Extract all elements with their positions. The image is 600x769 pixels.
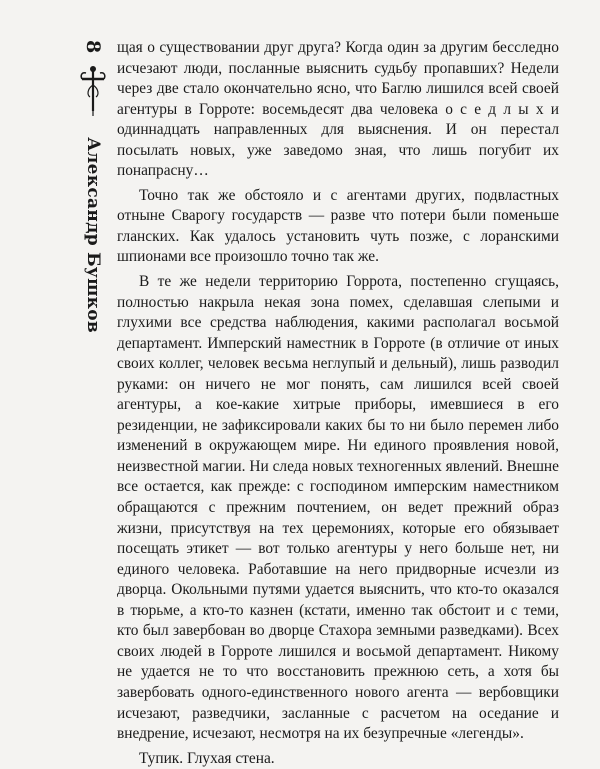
body-text	[117, 38, 559, 769]
sword-ornament-icon	[79, 65, 107, 117]
page-number: 8	[82, 40, 104, 54]
paragraph: Точно так же обстояло и с агентами других, подвластных отныне Сварогу государств — разве что потери были поменьше гланских. Как удалось установить чуть позже, с лоранскими шпионами все произошло точно так же.	[117, 186, 559, 266]
paragraph: В те же недели территорию Горрота, постепенно сгущаясь, полностью накрыла некая зона помех, сделавшая слепыми и глухими все средства наблюдения, какими располагал восьмой департамент. Имперский наместник в Горроте (в отличие от иных своих коллег, человек весьма неглупый и дельный), лишь разводил руками: он ничего не мог понять, сам лишился всей своей агентуры, а кое-какие хитрые приборы, имевшиеся в его резиденции, не зафиксировали каких бы то ни было перемен либо изменений в окружающем мире. Ни единого проявления новой, неизвестной магии. Ни следа новых техногенных явлений. Внешне все остается, как прежде: с господином имперским наместником обращаются с прежним почтением, он ведет прежний образ жизни, присутствуя на тех церемониях, которые его обязывает посещать этикет — вот только агентуры у него больше нет, ни единого человека. Работавшие на него придворные исчезли из дворца. Окольными путями удается выяснить, что кто-то оказался в тюрьме, а кто-то казнен (кстати, именно так обстоит и с теми, кто был завербован во дворце Стахора земными разведками). Всех своих людей в Горроте лишился и восьмой департамент. Никому не удается не то что восстановить прежнюю сеть, а хотя бы завербовать одного-единственного нового агента — вербовщики исчезают, разведчики, засланные с расчетом на оседание и внедрение, исчезают, несмотря на их безупречные «легенды».	[117, 273, 559, 743]
running-header	[76, 40, 110, 350]
author-name: Александр Бушков	[83, 137, 103, 334]
running-header-rotated	[76, 40, 110, 350]
paragraph: Тупик. Глухая стена.	[139, 749, 275, 767]
paragraph: щая о существовании друг друга? Когда один за другим бесследно исчезают люди, посланные выяснить судьбу пропавших? Недели через две стало окончательно ясно, что Баглю лишился всей своей агентуры в Горроте: восемьдесят два человека о с е д л ы х и одиннадцать направленных для выяснения. И он перестал посылать новых, уже заведомо зная, что лишь погубит их понапрасну…	[117, 39, 559, 180]
